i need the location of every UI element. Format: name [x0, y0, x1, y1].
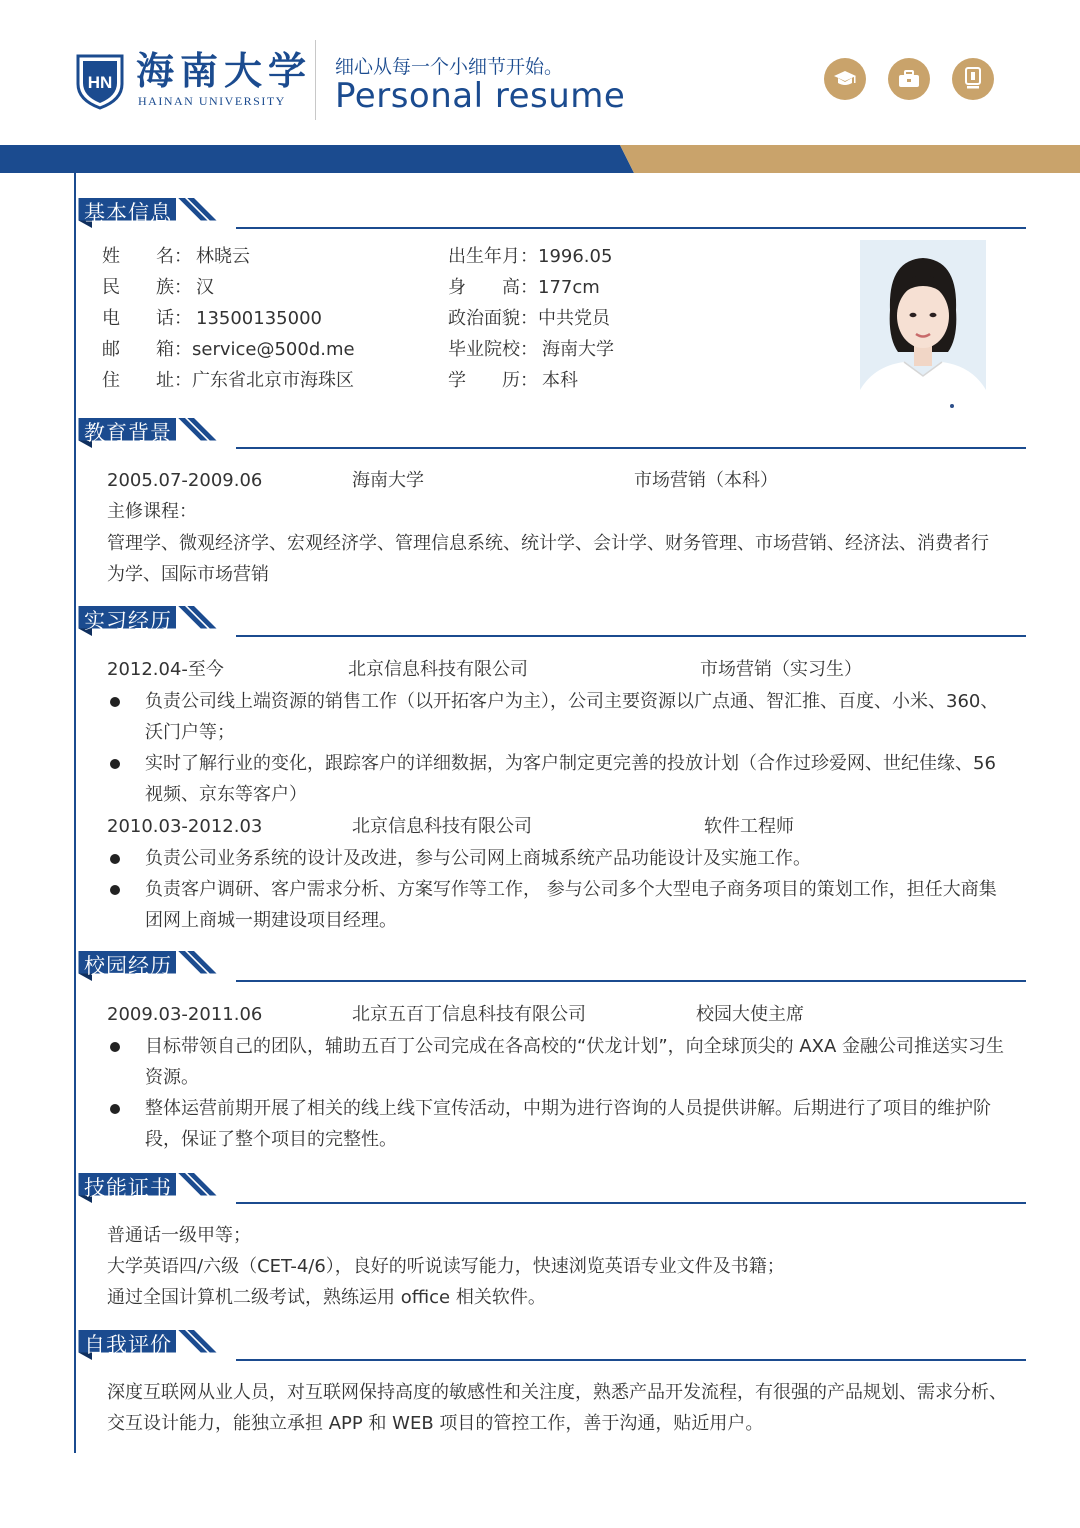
name-value: 林晓云	[196, 246, 250, 267]
phone-label: 电 话：	[102, 308, 192, 329]
job-bullet: 负责公司业务系统的设计及改进，参与公司网上商城系统产品功能设计及实施工作。	[145, 848, 811, 869]
height-value: 177cm	[538, 277, 600, 298]
section-title: 技能证书	[84, 1176, 172, 1200]
campus-role: 校园大使主席	[696, 1004, 804, 1025]
section-rule	[236, 227, 1026, 229]
bullet-dot	[110, 854, 120, 864]
section-rule	[236, 447, 1026, 449]
briefcase-icon	[888, 58, 930, 100]
section-rule	[236, 980, 1026, 982]
badge-icon	[952, 58, 994, 100]
section-header-self	[56, 1330, 1026, 1370]
section-title: 基本信息	[84, 201, 172, 225]
resume-header	[0, 0, 1080, 145]
seal-text: HN	[87, 73, 113, 92]
school-value: 海南大学	[542, 339, 614, 360]
job-role: 市场营销（实习生）	[700, 659, 862, 680]
job-bullet: 负责客户调研、客户需求分析、方案写作等工作， 参与公司多个大型电子商务项目的策划工作，担任大商集团网上商城一期建设项目经理。	[145, 879, 997, 931]
job-period: 2010.03-2012.03	[107, 816, 263, 837]
section-rule	[236, 635, 1026, 637]
phone-value: 13500135000	[196, 308, 322, 329]
bullet-dot	[110, 885, 120, 895]
skill-item: 大学英语四/六级（CET-4/6），良好的听说读写能力，快速浏览英语专业文件及书籍；	[107, 1256, 785, 1277]
email-value: service@500d.me	[192, 339, 355, 360]
birth-label: 出生年月：	[448, 246, 538, 267]
section-title: 自我评价	[84, 1333, 172, 1357]
politics-label: 政治面貌：	[448, 308, 538, 329]
profile-photo	[860, 240, 986, 428]
left-timeline-rule	[74, 173, 76, 1453]
birth-value: 1996.05	[538, 246, 613, 267]
height-label: 身 高：	[448, 277, 538, 298]
self-evaluation: 深度互联网从业人员，对互联网保持高度的敏感性和关注度，熟悉产品开发流程，有很强的产品规划、需求分析、交互设计能力，能独立承担 APP 和 WEB 项目的管控工作，善于沟通，贴近用户。	[107, 1382, 1007, 1434]
header-divider	[315, 40, 316, 120]
politics-value: 中共党员	[538, 308, 610, 329]
university-seal-icon	[74, 50, 126, 110]
job-bullet: 负责公司线上端资源的销售工作（以开拓客户为主），公司主要资源以广点通、智汇推、百度、小米、360、沃门户等；	[145, 691, 999, 743]
section-title: 教育背景	[84, 421, 172, 445]
job-period: 2012.04-至今	[107, 659, 224, 680]
campus-bullet: 整体运营前期开展了相关的线上线下宣传活动，中期为进行咨询的人员提供讲解。后期进行了项目的维护阶段，保证了整个项目的完整性。	[145, 1098, 991, 1150]
name-label: 姓 名：	[102, 246, 192, 267]
section-header-skills	[56, 1173, 1026, 1213]
address-value: 广东省北京市海珠区	[192, 370, 354, 391]
school-label: 毕业院校：	[448, 339, 538, 360]
resume-title: Personal resume	[335, 76, 626, 116]
email-label: 邮 箱：	[102, 339, 192, 360]
ethnic-value: 汉	[196, 277, 214, 298]
bullet-dot	[110, 1104, 120, 1114]
education-major: 市场营销（本科）	[634, 470, 778, 491]
section-rule	[236, 1202, 1026, 1204]
job-bullet: 实时了解行业的变化，跟踪客户的详细数据，为客户制定更完善的投放计划（合作过珍爱网、世纪佳缘、56视频、京东等客户）	[145, 753, 996, 805]
skill-item: 通过全国计算机二级考试，熟练运用 office 相关软件。	[107, 1287, 546, 1308]
campus-period: 2009.03-2011.06	[107, 1004, 263, 1025]
ethnic-label: 民 族：	[102, 277, 192, 298]
degree-label: 学 历：	[448, 370, 538, 391]
campus-bullet: 目标带领自己的团队，辅助五百丁公司完成在各高校的“伏龙计划”，向全球顶尖的 AXA 金融公司推送实习生资源。	[145, 1036, 1005, 1088]
job-company: 北京信息科技有限公司	[348, 659, 528, 680]
header-stripe-band	[0, 145, 1080, 173]
courses-list: 管理学、微观经济学、宏观经济学、管理信息系统、统计学、会计学、财务管理、市场营销、经济法、消费者行为学、国际市场营销	[107, 533, 989, 585]
university-name-cn: 海南大学	[136, 48, 313, 93]
bullet-dot	[110, 759, 120, 769]
section-title: 校园经历	[84, 954, 172, 978]
section-rule	[236, 1359, 1026, 1361]
bullet-dot	[110, 697, 120, 707]
skill-item: 普通话一级甲等；	[107, 1225, 251, 1246]
section-header-basic	[56, 198, 1026, 238]
education-period: 2005.07-2009.06	[107, 470, 263, 491]
bullet-dot	[110, 1042, 120, 1052]
job-company: 北京信息科技有限公司	[352, 816, 532, 837]
section-title: 实习经历	[84, 609, 172, 633]
campus-company: 北京五百丁信息科技有限公司	[352, 1004, 586, 1025]
university-name-en: HAINAN UNIVERSITY	[138, 94, 286, 108]
tagline: 细心从每一个小细节开始。	[335, 56, 564, 78]
section-header-campus	[56, 951, 1026, 991]
education-school: 海南大学	[352, 470, 424, 491]
section-header-internship	[56, 606, 1026, 646]
graduation-cap-icon	[824, 58, 866, 100]
section-header-education	[56, 418, 1026, 458]
courses-label: 主修课程：	[107, 501, 197, 522]
address-label: 住 址：	[102, 370, 192, 391]
job-role: 软件工程师	[704, 816, 794, 837]
degree-value: 本科	[542, 370, 578, 391]
